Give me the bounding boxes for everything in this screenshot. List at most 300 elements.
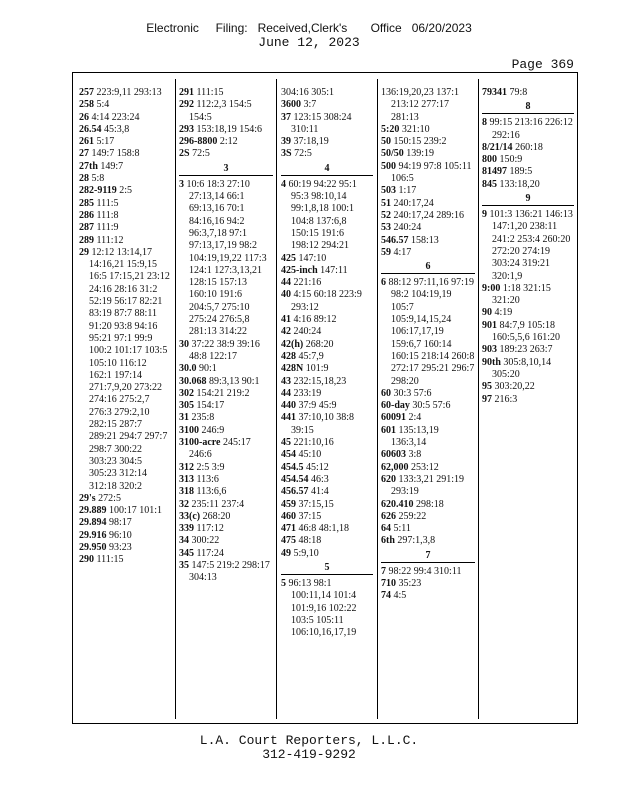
page-line-refs: 272:5 (98, 492, 121, 504)
page-line-refs: 305:8,10,14 305:20 (492, 356, 552, 380)
index-entry (79, 99, 171, 111)
index-entry (381, 578, 475, 590)
page-line-refs: 189:5 (509, 166, 533, 178)
index-entry (79, 505, 171, 517)
index-entry (179, 339, 273, 364)
page-line-refs: 4:5 (393, 590, 407, 602)
index-term: 459 (281, 498, 296, 510)
index-term: 27th (79, 160, 98, 172)
page-line-refs: 12:12 13:14,17 14:16,21 15:9,15 16:5 17:15,21 23:12 24:16 28:16 31:2 52:19 56:17 82:21 83:19 87:7 88:11 91:20 93:8 94:16 95:21 97:1 99:9 100:2 101:17 103:5 105:10 116:12 162:1 197:14 271:7,9,20 273:22 274:16 275:2,7 276:3 279:2,10 282:15 287:7 289:21 294:7 297:7 298:7 300:22 303:23 304:5 305:23 312:14 312:18 320:2 (89, 246, 170, 492)
index-entry (281, 326, 373, 338)
index-term: 3S (281, 148, 292, 160)
section-heading: 8 (482, 101, 574, 114)
index-entry (482, 209, 574, 283)
index-term: 45 (281, 437, 291, 449)
word-index-box (72, 72, 578, 724)
page-line-refs: 111:8 (96, 209, 119, 221)
index-term: 428 (281, 350, 296, 362)
index-term: 50 (381, 136, 391, 148)
index-term: 8 (482, 117, 487, 129)
index-term: 3 (179, 178, 184, 190)
page-line-refs: 139:19 (406, 148, 435, 160)
index-term: 42 (281, 326, 291, 338)
page-line-refs: 10:6 18:3 27:10 27:13,14 66:1 69:13,16 70:1 84:16,16 94:2 96:3,7,18 97:1 97:13,17,19 98:2 104:19,19,22 117:3 124:1 127:3,13,21 128:15 157:13 160:10 191:6 204:5,7 275:10 275:24 276:5,8 281:13 314:22 (186, 178, 267, 338)
page-line-refs: 4:16 89:12 (293, 314, 337, 326)
page-line-refs: 154:21 219:2 (196, 387, 250, 399)
page-line-refs: 2:4 (408, 412, 422, 424)
index-entry (381, 523, 475, 535)
page-line-refs: 4:15 60:18 223:9 293:12 (291, 289, 362, 313)
page-line-refs: 72:5 (192, 148, 210, 160)
index-term: 90th (482, 356, 501, 368)
index-term: 425 (281, 252, 296, 264)
page-line-refs: 133:18,20 (499, 178, 540, 190)
page-line-refs: 154:17 (196, 400, 225, 412)
page-line-refs: 2:5 (119, 185, 133, 197)
index-entry (381, 425, 475, 450)
footer-company: L.A. Court Reporters, L.L.C. (199, 733, 419, 748)
page-line-refs: 37:18,19 (293, 136, 329, 148)
index-term: 29.950 (79, 541, 107, 553)
index-entry (381, 499, 475, 511)
index-entry (381, 388, 475, 400)
index-entry (281, 511, 373, 523)
index-entry (281, 376, 373, 388)
index-entry (281, 535, 373, 547)
index-term: 44 (281, 277, 291, 289)
index-entry (179, 437, 273, 462)
index-term: 286 (79, 209, 94, 221)
index-term: 52 (381, 209, 391, 221)
index-term: 26 (79, 111, 89, 123)
index-term: 901 (482, 319, 497, 331)
index-entry (381, 210, 475, 222)
page-line-refs: 133:3,21 291:19 293:19 (391, 473, 465, 498)
index-term: 425-inch (281, 264, 318, 276)
page-line-refs: 37:9 45:9 (298, 400, 337, 412)
index-term: 30 (179, 338, 189, 350)
index-entry (79, 222, 171, 234)
index-term: 454.5 (281, 461, 304, 473)
index-term: 440 (281, 400, 296, 412)
page-line-refs: 45:3,8 (104, 123, 130, 135)
index-entry (381, 148, 475, 160)
index-term: 42(h) (281, 338, 304, 350)
index-entry (281, 339, 373, 351)
index-entry (482, 344, 574, 356)
section-heading: 5 (281, 562, 373, 575)
index-term: 62,000 (381, 461, 409, 473)
page-line-refs: 45:7,9 (298, 350, 324, 362)
index-entry (179, 523, 273, 535)
page-line-refs: 158:13 (411, 234, 439, 246)
index-entry (79, 173, 171, 185)
page-line-refs: 111:5 (96, 197, 119, 209)
index-term: 292 (179, 99, 194, 111)
index-entry (79, 235, 171, 247)
index-entry (79, 542, 171, 554)
index-term: 32 (179, 498, 189, 510)
index-term: 31 (179, 412, 189, 424)
index-entry (381, 412, 475, 424)
filing-stamp: Electronic Filing: Received,Clerk's Office 06/20/2023 (146, 21, 472, 35)
index-term: 318 (179, 486, 194, 498)
index-entry (381, 222, 475, 234)
page-line-refs: 245:17 246:6 (189, 437, 251, 461)
page-line-refs: 136:19,20,23 137:1 213:12 277:17 281:13 (381, 87, 460, 123)
index-entry (79, 136, 171, 148)
page-line-refs: 147:11 (320, 264, 348, 276)
index-entry (79, 493, 171, 505)
index-term: 40 (281, 289, 291, 301)
index-entry (381, 247, 475, 259)
index-entry (381, 277, 475, 388)
index-term: 7 (381, 565, 386, 577)
index-term: 50/50 (381, 148, 404, 160)
page-line-refs: 117:12 (196, 523, 224, 535)
index-term: 500 (381, 160, 396, 172)
page-line-refs: 240:24 (393, 222, 422, 234)
index-entry (381, 511, 475, 523)
index-term: 43 (281, 375, 291, 387)
index-entry (281, 388, 373, 400)
index-term: 29 (79, 246, 89, 258)
index-entry (179, 560, 273, 585)
page-line-refs: 72:5 (294, 148, 312, 160)
index-term: 60 (381, 387, 391, 399)
page-line-refs: 96:10 (109, 529, 132, 541)
footer-phone: 312-419-9292 (262, 747, 356, 762)
index-entry (281, 351, 373, 363)
page-line-refs: 98:17 (109, 517, 132, 529)
page-line-refs: 240:24 (293, 326, 322, 338)
page-line-refs: 35:23 (398, 577, 422, 589)
index-term: 64 (381, 523, 391, 535)
index-column-1 (79, 87, 171, 717)
page-line-refs: 232:15,18,23 (293, 375, 347, 387)
page-line-refs: 150:9 (499, 154, 523, 166)
index-term: 293 (179, 123, 194, 135)
page-line-refs: 98:22 99:4 310:11 (388, 565, 462, 577)
page-line-refs: 300:22 (191, 535, 220, 547)
index-term: 28 (79, 173, 89, 185)
index-term: 59 (381, 246, 391, 258)
index-entry (281, 474, 373, 486)
index-term: 51 (381, 197, 391, 209)
index-term: 29.889 (79, 505, 107, 517)
page-line-refs: 46:8 48:1,18 (298, 523, 350, 535)
index-entry (281, 253, 373, 265)
index-entry (281, 87, 373, 99)
page-line-refs: 149:7 (100, 160, 124, 172)
index-term: 53 (381, 222, 391, 234)
index-entry (79, 124, 171, 136)
page-line-refs: 4:19 (494, 307, 513, 319)
index-term: 546.57 (381, 234, 409, 246)
index-term: 287 (79, 222, 94, 234)
index-entry (281, 400, 373, 412)
index-term: 503 (381, 185, 396, 197)
index-term: 41 (281, 314, 291, 326)
index-entry (281, 148, 373, 160)
page-line-refs: 4:17 (393, 246, 412, 258)
index-entry (79, 554, 171, 566)
index-term: 800 (482, 154, 497, 166)
index-term: 8/21/14 (482, 141, 513, 153)
index-term: 29's (79, 492, 96, 504)
index-entry (381, 474, 475, 499)
index-entry (179, 425, 273, 437)
page-line-refs: 233:19 (293, 387, 322, 399)
section-heading: 6 (381, 261, 475, 274)
page-line-refs: 216:3 (494, 393, 518, 405)
page-line-refs: 111:9 (96, 222, 119, 234)
index-term: 29.916 (79, 529, 107, 541)
index-entry (281, 99, 373, 111)
page-line-refs: 5:9,10 (293, 547, 319, 559)
index-entry (281, 289, 373, 314)
page-line-refs: 235:8 (191, 412, 215, 424)
index-entry (179, 388, 273, 400)
page-line-refs: 5:11 (393, 523, 411, 535)
index-term: 313 (179, 473, 194, 485)
index-entry (381, 87, 475, 124)
page-line-refs: 101:3 136:21 146:13 147:1,20 238:11 241:2 253:4 260:20 272:20 274:19 303:24 319:21 320:1,9 (489, 209, 573, 282)
page-line-refs: 149:7 158:8 (91, 148, 140, 160)
page-line-refs: 30:3 57:6 (393, 387, 432, 399)
page-line-refs: 96:13 98:1 100:11,14 101:4 101:9,16 102:22 103:5 105:11 106:10,16,17,19 (288, 577, 357, 639)
transcript-date: June 12, 2023 (258, 35, 360, 50)
page-line-refs: 3:8 (408, 449, 422, 461)
page-line-refs: 1:17 (398, 185, 417, 197)
column-divider (175, 79, 176, 719)
column-divider (478, 79, 479, 719)
section-heading: 4 (281, 163, 373, 176)
index-term: 475 (281, 535, 296, 547)
index-entry (381, 136, 475, 148)
index-term: 5:20 (381, 123, 400, 135)
page-line-refs: 45:12 (306, 461, 329, 473)
index-term: 620.410 (381, 498, 414, 510)
index-entry (281, 136, 373, 148)
index-term: 30.0 (179, 363, 197, 375)
index-term: 4 (281, 178, 286, 190)
page-line-refs: 37:15 (298, 510, 322, 522)
index-term: 601 (381, 424, 396, 436)
index-term: 257 (79, 87, 94, 98)
index-column-4 (381, 87, 475, 717)
index-entry (179, 548, 273, 560)
index-term: 9:00 (482, 282, 501, 294)
index-entry (381, 462, 475, 474)
index-entry (79, 112, 171, 124)
page-line-refs: 93:23 (109, 541, 132, 553)
index-term: 428N (281, 363, 304, 375)
index-term: 460 (281, 510, 296, 522)
index-entry (482, 381, 574, 393)
index-entry (281, 363, 373, 375)
index-term: 3100 (179, 424, 199, 436)
page-line-refs: 37:15,15 (298, 498, 334, 510)
index-entry (179, 535, 273, 547)
index-entry (482, 154, 574, 166)
index-term: 339 (179, 523, 194, 535)
page-line-refs: 253:12 (411, 461, 439, 473)
index-term: 305 (179, 400, 194, 412)
page-line-refs: 111:15 (96, 554, 124, 566)
index-entry (179, 136, 273, 148)
index-entry (381, 566, 475, 578)
page-line-refs: 90:1 (199, 363, 217, 375)
section-heading: 3 (179, 163, 273, 176)
page-line-refs: 240:17,24 (393, 197, 434, 209)
page-line-refs: 268:20 (305, 338, 334, 350)
index-term: 282-9119 (79, 185, 117, 197)
page-line-refs: 4:14 223:24 (91, 111, 140, 123)
index-entry (381, 198, 475, 210)
page-line-refs: 48:18 (298, 535, 322, 547)
column-divider (276, 79, 277, 719)
index-term: 44 (281, 387, 291, 399)
page-line-refs: 135:13,19 136:3,14 (391, 424, 439, 449)
index-entry (482, 166, 574, 178)
page-number: Page 369 (511, 57, 574, 72)
index-column-3 (281, 87, 373, 717)
index-entry (381, 124, 475, 136)
index-entry (179, 400, 273, 412)
index-entry (179, 363, 273, 375)
index-entry (281, 548, 373, 560)
section-heading: 7 (381, 550, 475, 563)
page-line-refs: 111:12 (96, 234, 124, 246)
index-entry (482, 283, 574, 308)
index-term: 290 (79, 554, 94, 566)
index-term: 34 (179, 535, 189, 547)
index-entry (79, 530, 171, 542)
index-entry (381, 185, 475, 197)
index-term: 3600 (281, 99, 301, 111)
index-term: 285 (79, 197, 94, 209)
index-entry (79, 161, 171, 173)
page-line-refs: 30:5 57:6 (412, 400, 451, 412)
index-entry (482, 394, 574, 406)
index-term: 74 (381, 590, 391, 602)
index-entry (79, 210, 171, 222)
page-line-refs: 5:4 (96, 99, 110, 111)
page-line-refs: 304:16 305:1 (281, 87, 335, 98)
page-line-refs: 117:24 (196, 547, 224, 559)
page-line-refs: 235:11 237:4 (191, 498, 245, 510)
page-line-refs: 111:15 (196, 87, 224, 98)
page-line-refs: 113:6 (196, 473, 219, 485)
index-term: 626 (381, 510, 396, 522)
page-line-refs: 112:2,3 154:5 154:5 (189, 99, 252, 123)
index-term: 903 (482, 344, 497, 356)
index-entry (281, 412, 373, 437)
index-term: 9 (482, 209, 487, 221)
page-line-refs: 303:20,22 (494, 381, 535, 393)
index-column-2 (179, 87, 273, 717)
index-term: 312 (179, 461, 194, 473)
page-line-refs: 5:17 (96, 136, 115, 148)
index-entry (281, 578, 373, 639)
index-term: 6 (381, 277, 386, 289)
index-entry (482, 307, 574, 319)
index-entry (281, 314, 373, 326)
index-term: 258 (79, 99, 94, 111)
page-line-refs: 2:12 (219, 136, 238, 148)
index-term: 471 (281, 523, 296, 535)
index-entry (281, 462, 373, 474)
index-term: 60091 (381, 412, 406, 424)
index-entry (79, 148, 171, 160)
index-term: 289 (79, 234, 94, 246)
index-entry (381, 590, 475, 602)
index-entry (281, 523, 373, 535)
index-entry (381, 449, 475, 461)
page-line-refs: 321:10 (401, 123, 430, 135)
page-line-refs: 46:3 (311, 473, 329, 485)
index-term: 79341 (482, 87, 507, 98)
index-term: 30.068 (179, 375, 207, 387)
column-divider (377, 79, 378, 719)
index-entry (482, 117, 574, 142)
index-entry (179, 511, 273, 523)
index-entry (281, 486, 373, 498)
index-term: 95 (482, 381, 492, 393)
index-term: 60-day (381, 400, 410, 412)
page-line-refs: 297:1,3,8 (397, 535, 436, 547)
index-term: 454 (281, 449, 296, 461)
index-entry (482, 87, 574, 99)
page-line-refs: 1:18 321:15 321:20 (492, 282, 551, 307)
page-line-refs: 189:23 263:7 (499, 344, 553, 356)
page-line-refs: 45:10 (298, 449, 322, 461)
section-heading: 9 (482, 193, 574, 206)
index-term: 60603 (381, 449, 406, 461)
index-entry (482, 142, 574, 154)
index-entry (281, 265, 373, 277)
page-line-refs: 150:15 239:2 (393, 136, 447, 148)
page-line-refs: 101:9 (305, 363, 329, 375)
index-entry (79, 198, 171, 210)
index-entry (179, 124, 273, 136)
index-term: 39 (281, 136, 291, 148)
index-entry (281, 499, 373, 511)
page-line-refs: 99:15 213:16 226:12 292:16 (489, 117, 573, 141)
index-entry (79, 87, 171, 99)
index-term: 37 (281, 111, 291, 123)
index-entry (79, 185, 171, 197)
index-entry (281, 277, 373, 289)
index-term: 5 (281, 577, 286, 589)
page-line-refs: 147:5 219:2 298:17 304:13 (189, 559, 270, 584)
index-term: 49 (281, 547, 291, 559)
index-entry (482, 320, 574, 345)
index-term: 3100-acre (179, 437, 221, 449)
page-line-refs: 37:22 38:9 39:16 48:8 122:17 (189, 338, 260, 362)
index-entry (179, 412, 273, 424)
page-line-refs: 84:7,9 105:18 160:5,5,6 161:20 (492, 319, 561, 344)
index-entry (179, 376, 273, 388)
page-line-refs: 246:9 (201, 424, 225, 436)
index-entry (281, 112, 373, 137)
index-term: 456.57 (281, 486, 309, 498)
index-entry (179, 148, 273, 160)
page-line-refs: 240:17,24 289:16 (393, 209, 465, 221)
index-term: 97 (482, 393, 492, 405)
index-term: 2S (179, 148, 190, 160)
